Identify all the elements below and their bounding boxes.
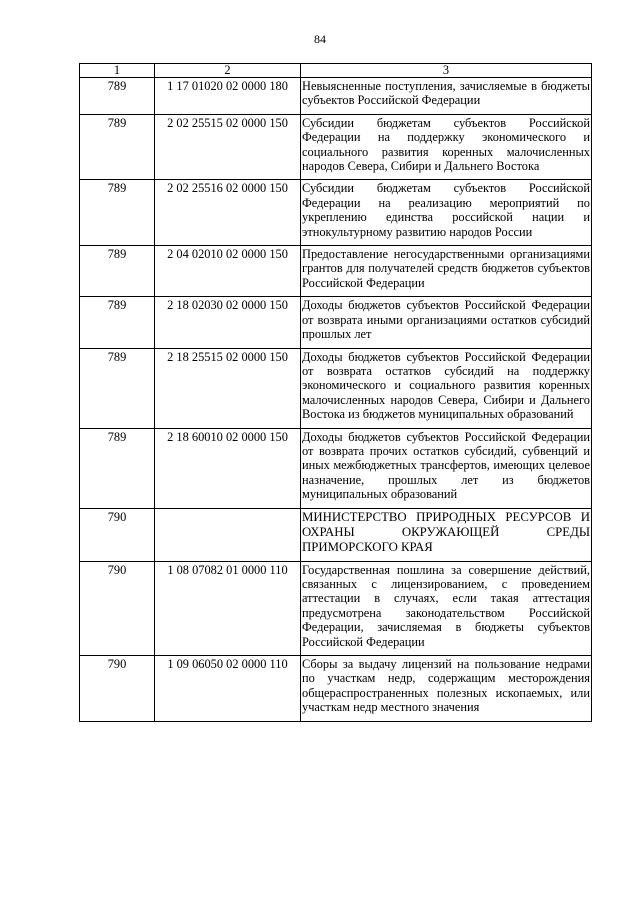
admin-code-cell: 789 — [80, 297, 155, 348]
revenue-name-cell: Доходы бюджетов субъектов Российской Федерации от возврата остатков субсидий на поддержку экономического и социального развития коренных малочисленных народов Севера, Сибири и Дальнего Востока из бюджетов муниципальных образований — [301, 348, 592, 428]
table-row — [80, 656, 592, 722]
budget-revenue-table — [79, 63, 592, 722]
budget-code-cell: 2 02 25515 02 0000 150 — [155, 114, 301, 180]
admin-code-cell: 790 — [80, 656, 155, 722]
admin-code-cell: 789 — [80, 428, 155, 508]
budget-code-cell: 1 09 06050 02 0000 110 — [155, 656, 301, 722]
revenue-name-cell: Сборы за выдачу лицензий на пользование недрами по участкам недр, содержащим месторождения общераспространенных полезных ископаемых, или участкам недр местного значения — [301, 656, 592, 722]
revenue-name-cell: Доходы бюджетов субъектов Российской Федерации от возврата прочих остатков субсидий, субвенций и иных межбюджетных трансфертов, имеющих целевое назначение, прошлых лет из бюджетов муниципальных образований — [301, 428, 592, 508]
page-number: 84 — [314, 32, 326, 46]
admin-code-cell: 789 — [80, 180, 155, 246]
table-header-row — [80, 64, 592, 78]
table-row — [80, 246, 592, 297]
column-header-name: 3 — [301, 64, 592, 78]
revenue-name-cell: Доходы бюджетов субъектов Российской Федерации от возврата иными организациями остатков субсидий прошлых лет — [301, 297, 592, 348]
column-header-admin: 1 — [80, 64, 155, 78]
revenue-name-cell: Субсидии бюджетам субъектов Российской Федерации на реализацию мероприятий по укреплению единства российской нации и этнокультурному развитию народов России — [301, 180, 592, 246]
table-row-section-header — [80, 508, 592, 561]
revenue-name-cell: Субсидии бюджетам субъектов Российской Федерации на поддержку экономического и социального развития коренных малочисленных народов Севера, Сибири и Дальнего Востока — [301, 114, 592, 180]
revenue-name-cell: Государственная пошлина за совершение действий, связанных с лицензированием, с проведением аттестации в случаях, если такая аттестация предусмотрена законодательством Российской Федерации, зачисляемая в бюджеты субъектов Российской Федерации — [301, 561, 592, 655]
budget-code-cell: 2 02 25516 02 0000 150 — [155, 180, 301, 246]
table-row — [80, 78, 592, 115]
admin-code-cell: 790 — [80, 508, 155, 561]
table-row — [80, 428, 592, 508]
budget-code-cell: 2 04 02010 02 0000 150 — [155, 246, 301, 297]
budget-code-cell — [155, 508, 301, 561]
ministry-name-cell: МИНИСТЕРСТВО ПРИРОДНЫХ РЕСУРСОВ И ОХРАНЫ ОКРУЖАЮЩЕЙ СРЕДЫ ПРИМОРСКОГО КРАЯ — [301, 508, 592, 561]
budget-code-cell: 1 17 01020 02 0000 180 — [155, 78, 301, 115]
table-row — [80, 561, 592, 655]
table-row — [80, 348, 592, 428]
admin-code-cell: 789 — [80, 246, 155, 297]
admin-code-cell: 789 — [80, 348, 155, 428]
admin-code-cell: 790 — [80, 561, 155, 655]
admin-code-cell: 789 — [80, 114, 155, 180]
budget-code-cell: 2 18 25515 02 0000 150 — [155, 348, 301, 428]
budget-code-cell: 2 18 60010 02 0000 150 — [155, 428, 301, 508]
table-row — [80, 180, 592, 246]
admin-code-cell: 789 — [80, 78, 155, 115]
table-row — [80, 114, 592, 180]
revenue-name-cell: Невыясненные поступления, зачисляемые в бюджеты субъектов Российской Федерации — [301, 78, 592, 115]
budget-code-cell: 2 18 02030 02 0000 150 — [155, 297, 301, 348]
budget-code-cell: 1 08 07082 01 0000 110 — [155, 561, 301, 655]
column-header-code: 2 — [155, 64, 301, 78]
table-row — [80, 297, 592, 348]
revenue-name-cell: Предоставление негосударственными организациями грантов для получателей средств бюджетов субъектов Российской Федерации — [301, 246, 592, 297]
